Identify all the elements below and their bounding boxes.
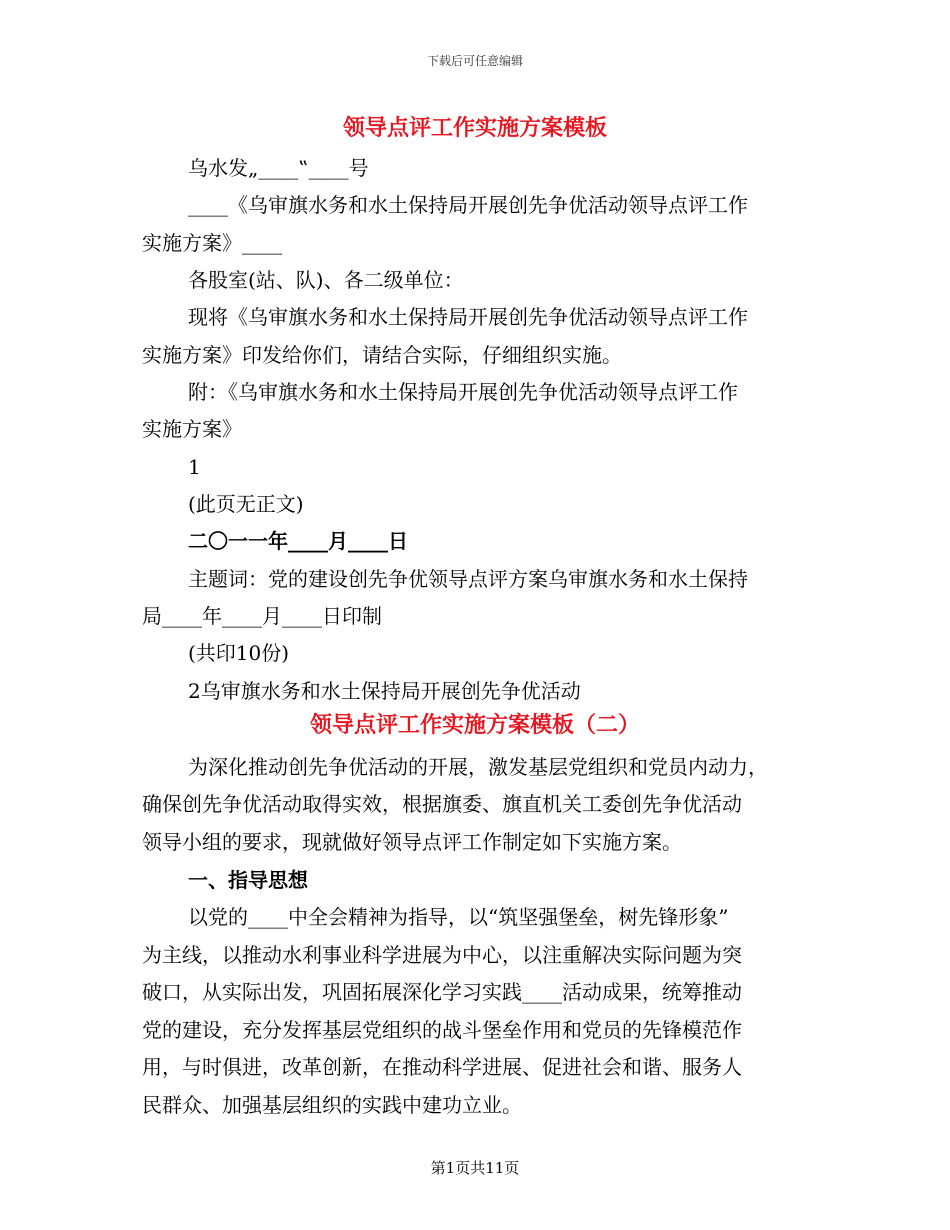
text-line: 党的建设，充分发挥基层党组织的战斗堡垒作用和党员的先锋模范作 [142, 1018, 742, 1042]
subject-line: 主题词：党的建设创先争优领导点评方案乌审旗水务和水土保持 [188, 567, 748, 591]
text-line: 民群众、加强基层组织的实践中建功立业。 [142, 1093, 522, 1117]
text-line: 实施方案》____ [142, 231, 282, 255]
text-line: 以党的____中全会精神为指导，以“筑坚强堡垒，树先锋形象” [188, 905, 729, 929]
text-line: ____《乌审旗水务和水土保持局开展创先争优活动领导点评工作 [188, 193, 748, 217]
text-line: 领导小组的要求，现就做好领导点评工作制定如下实施方案。 [142, 830, 682, 854]
text-line: 用，与时俱进，改革创新，在推动科学进展、促进社会和谐、服务人 [142, 1055, 742, 1079]
document-title: 领导点评工作实施方案模板 [342, 115, 607, 141]
text-line: 实施方案》印发给你们，请结合实际，仔细组织实施。 [142, 343, 622, 367]
header-note: 下载后可任意编辑 [426, 54, 523, 68]
text-line: (共印10份) [188, 641, 290, 665]
section-heading: 一、指导思想 [188, 868, 308, 892]
text-line: 局____年____月____日印制 [142, 604, 382, 628]
text-line: 附：《乌审旗水务和水土保持局开展创先争优活动领导点评工作 [188, 380, 738, 404]
text-line: 破口，从实际出发，巩固拓展深化学习实践____活动成果，统筹推动 [142, 980, 742, 1004]
text-line: 为主线，以推动水利事业科学进展为中心，以注重解决实际问题为突 [142, 943, 742, 967]
text-line: 实施方案》 [142, 417, 242, 441]
text-line: 现将《乌审旗水务和水土保持局开展创先争优活动领导点评工作 [188, 305, 748, 329]
page-footer: 第1页共11页 [430, 1159, 520, 1177]
text-line: 各股室(站、队)、各二级单位： [188, 268, 464, 292]
text-line: 2乌审旗水务和水土保持局开展创先争优活动 [188, 679, 581, 703]
text-line: (此页无正文) [188, 492, 304, 516]
text-line: 1 [188, 455, 201, 479]
text-line: 确保创先争优活动取得实效，根据旗委、旗直机关工委创先争优活动 [142, 792, 742, 816]
date-line: 二〇一一年____月____日 [188, 529, 408, 553]
doc-number-line: 乌水发„____‟____号 [188, 156, 369, 180]
text-line: 为深化推动创先争优活动的开展，激发基层党组织和党员内动力， [188, 755, 768, 779]
section-title: 领导点评工作实施方案模板（二） [309, 712, 640, 738]
